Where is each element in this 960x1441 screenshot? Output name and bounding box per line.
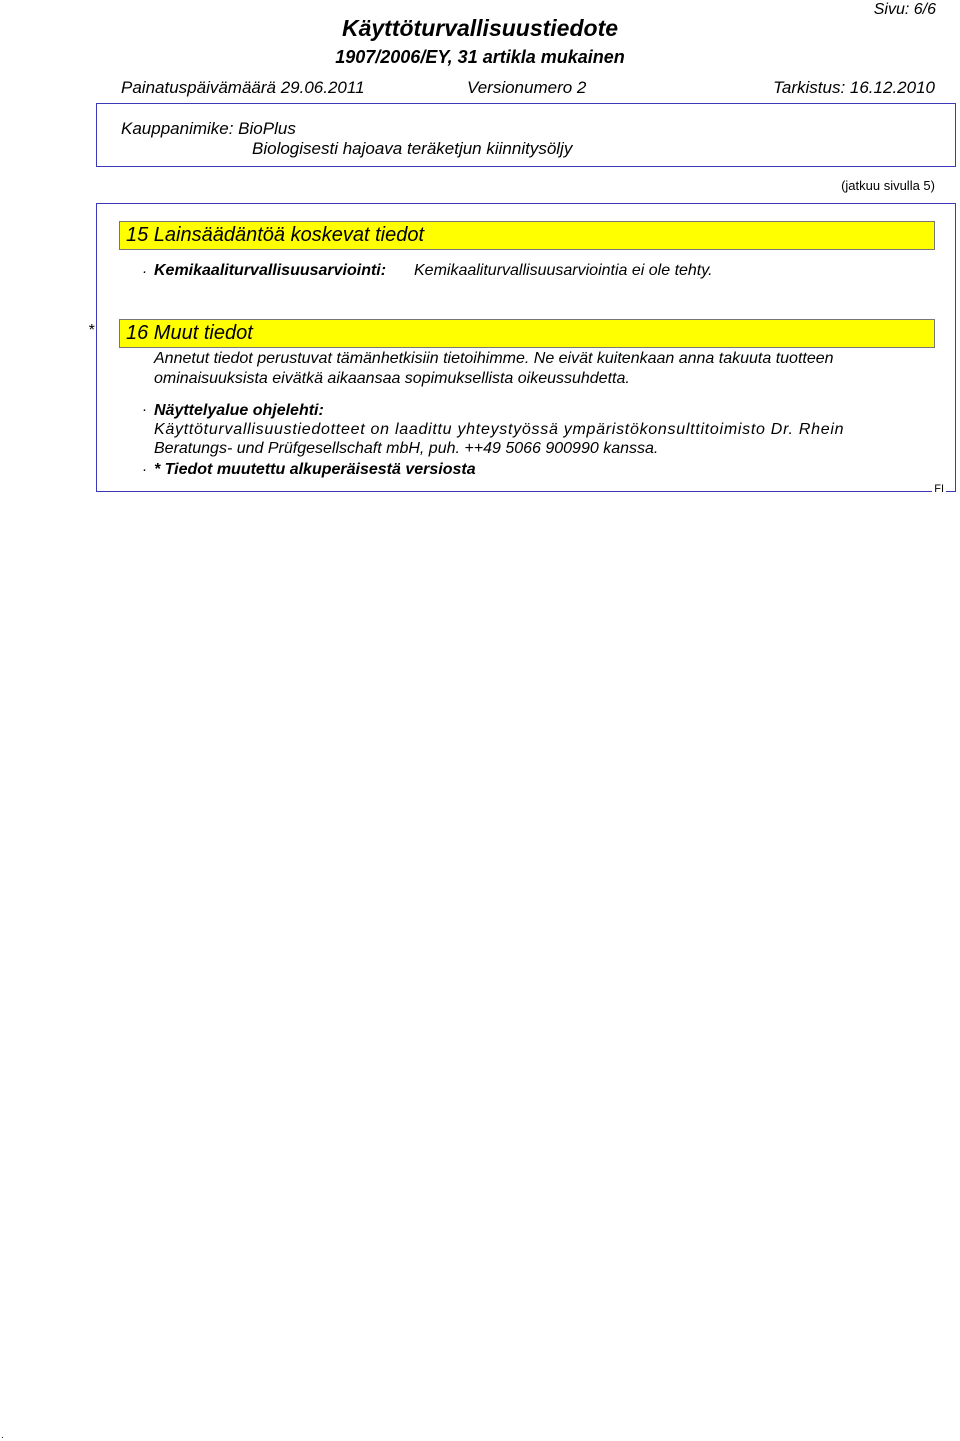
- chemical-safety-assessment-label: Kemikaaliturvallisuusarviointi:: [154, 262, 387, 279]
- bullet-dot: ·: [142, 461, 147, 478]
- exhibit-text-line-1: Käyttöturvallisuustiedotteet on laadittu yhteystyössä ympäristökonsulttitoimisto Dr. Rhein: [154, 421, 845, 438]
- version-number: Versionumero 2: [467, 78, 587, 97]
- language-code: FI: [934, 483, 944, 495]
- revision-asterisk: *: [88, 322, 95, 339]
- trade-name: Kauppanimike: BioPlus: [121, 119, 296, 138]
- exhibit-text-line-2: Beratungs- und Prüfgesellschaft mbH, puh. ++49 5066 900990 kanssa.: [154, 440, 659, 457]
- continued-note: (jatkuu sivulla 5): [841, 178, 935, 193]
- print-date: Painatuspäivämäärä 29.06.2011: [121, 78, 365, 97]
- section-16-heading: 16 Muut tiedot: [119, 319, 935, 348]
- page-number: Sivu: 6/6: [873, 1, 936, 18]
- bullet-dot: ·: [142, 263, 147, 280]
- exhibit-area-label: Näyttelyalue ohjelehti:: [154, 402, 324, 419]
- chemical-safety-assessment-text: Kemikaaliturvallisuusarviointia ei ole tehty.: [414, 262, 713, 279]
- document-title: Käyttöturvallisuustiedote: [341, 15, 619, 41]
- document-subtitle: 1907/2006/EY, 31 artikla mukainen: [335, 47, 625, 67]
- other-info-text-line-1: Annetut tiedot perustuvat tämänhetkisiin tietoihimme. Ne eivät kuitenkaan anna takuuta tuotteen: [154, 350, 834, 367]
- corner-mark: .: [1, 1430, 4, 1441]
- other-info-text-line-2: ominaisuuksista eivätkä aikaansaa sopimuksellista oikeussuhdetta.: [154, 370, 630, 387]
- section-15-heading: 15 Lainsäädäntöä koskevat tiedot: [119, 221, 935, 250]
- revision-date: Tarkistus: 16.12.2010: [773, 78, 935, 97]
- product-description: Biologisesti hajoava teräketjun kiinnitysöljy: [252, 139, 573, 158]
- bullet-dot: ·: [142, 401, 147, 418]
- changed-from-original-note: * Tiedot muutettu alkuperäisestä versiosta: [154, 461, 476, 478]
